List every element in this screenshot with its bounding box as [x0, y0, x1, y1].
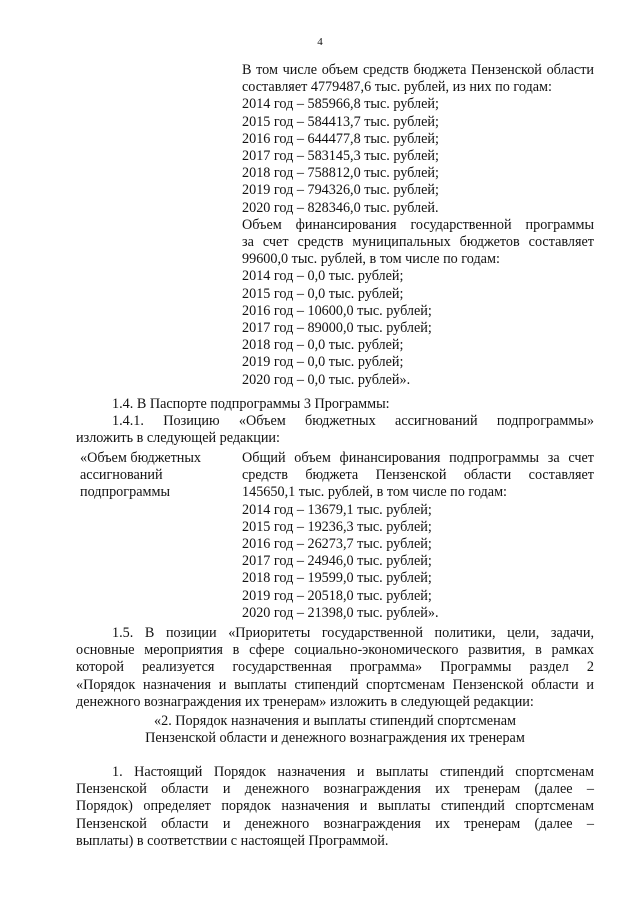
year-line: 2017 год – 24946,0 тыс. рублей; [242, 553, 432, 570]
year-line: 2016 год – 26273,7 тыс. рублей; [242, 536, 432, 553]
text-line: 99600,0 тыс. рублей, в том числе по годам: [242, 251, 500, 268]
year-line: 2019 год – 20518,0 тыс. рублей; [242, 587, 432, 604]
text-line: 1. Настоящий Порядок назначения и выплаты стипендий спортсменам [112, 764, 594, 780]
table-right-column [242, 450, 594, 622]
section-heading [76, 713, 594, 747]
year-line: 2015 год – 19236,3 тыс. рублей; [242, 518, 432, 535]
text-line: подпрограммы [80, 484, 170, 501]
text-line: Пензенской области и денежного вознаграждения их тренерам (далее – [76, 815, 594, 832]
year-line: 2015 год – 584413,7 тыс. рублей; [242, 113, 439, 130]
text-line: выплаты) в соответствии с настоящей Программой. [76, 832, 389, 849]
text-line: 1.5. В позиции «Приоритеты государственной политики, цели, задачи, [112, 625, 594, 641]
section-1-4 [76, 396, 594, 448]
year-line: 2018 год – 19599,0 тыс. рублей; [242, 570, 432, 587]
text-line: изложить в следующей редакции: [76, 430, 280, 447]
text-line: Пензенской области и денежного вознаграждения их тренерам (далее – [76, 781, 594, 798]
year-line: 2016 год – 10600,0 тыс. рублей; [242, 302, 432, 319]
text-line: «Порядок назначения и выплаты стипендий спортсменам Пензенской области и [76, 676, 594, 693]
year-line: 2017 год – 89000,0 тыс. рублей; [242, 320, 432, 337]
year-line: 2020 год – 828346,0 тыс. рублей. [242, 199, 439, 216]
text-line: В том числе объем средств бюджета Пензенской области [242, 62, 594, 78]
text-line: ассигнований [80, 467, 163, 484]
text-line: 1.4. В Паспорте подпрограммы 3 Программы: [112, 396, 390, 412]
text-line: Порядок) определяет порядок назначения и выплаты стипендий спортсменам [76, 798, 594, 815]
year-line: 2020 год – 21398,0 тыс. рублей». [242, 604, 439, 621]
budget-regional-block [242, 62, 594, 389]
heading-line: «2. Порядок назначения и выплаты стипендий спортсменам [154, 713, 516, 729]
year-line: 2019 год – 0,0 тыс. рублей; [242, 354, 404, 371]
heading-line: Пензенской области и денежного вознаграждения их тренерам [145, 730, 525, 747]
text-line: основные мероприятия в сфере социально-экономического развития, в рамках [76, 642, 594, 659]
text-line: «Объем бюджетных [80, 450, 202, 466]
year-line: 2020 год – 0,0 тыс. рублей». [242, 371, 411, 388]
text-line: средств бюджета Пензенской области составляет [242, 467, 594, 484]
section-1-5 [76, 625, 594, 711]
text-line: денежного вознаграждения их тренерам» изложить в следующей редакции: [76, 693, 534, 710]
text-line: которой реализуется государственная программа» Программы раздел 2 [76, 659, 594, 676]
text-line: 1.4.1. Позицию «Объем бюджетных ассигнований подпрограммы» [112, 413, 594, 430]
year-line: 2014 год – 585966,8 тыс. рублей; [242, 96, 439, 113]
year-line: 2017 год – 583145,3 тыс. рублей; [242, 148, 439, 165]
text-line: Объем финансирования государственной программы [242, 216, 594, 233]
year-line: 2018 год – 0,0 тыс. рублей; [242, 337, 404, 354]
page-number: 4 [317, 36, 323, 48]
paragraph-item-1 [76, 764, 594, 850]
year-line: 2014 год – 13679,1 тыс. рублей; [242, 501, 432, 518]
year-line: 2016 год – 644477,8 тыс. рублей; [242, 130, 439, 147]
year-line: 2014 год – 0,0 тыс. рублей; [242, 268, 404, 285]
text-line: за счет средств муниципальных бюджетов составляет [242, 234, 594, 251]
year-line: 2019 год – 794326,0 тыс. рублей; [242, 182, 439, 199]
table-left-column [80, 450, 220, 502]
text-line: 145650,1 тыс. рублей, в том числе по годам: [242, 484, 507, 501]
year-line: 2015 год – 0,0 тыс. рублей; [242, 285, 404, 302]
text-line: Общий объем финансирования подпрограммы за счет [242, 450, 594, 466]
year-line: 2018 год – 758812,0 тыс. рублей; [242, 165, 439, 182]
text-line: составляет 4779487,6 тыс. рублей, из них по годам: [242, 79, 552, 96]
